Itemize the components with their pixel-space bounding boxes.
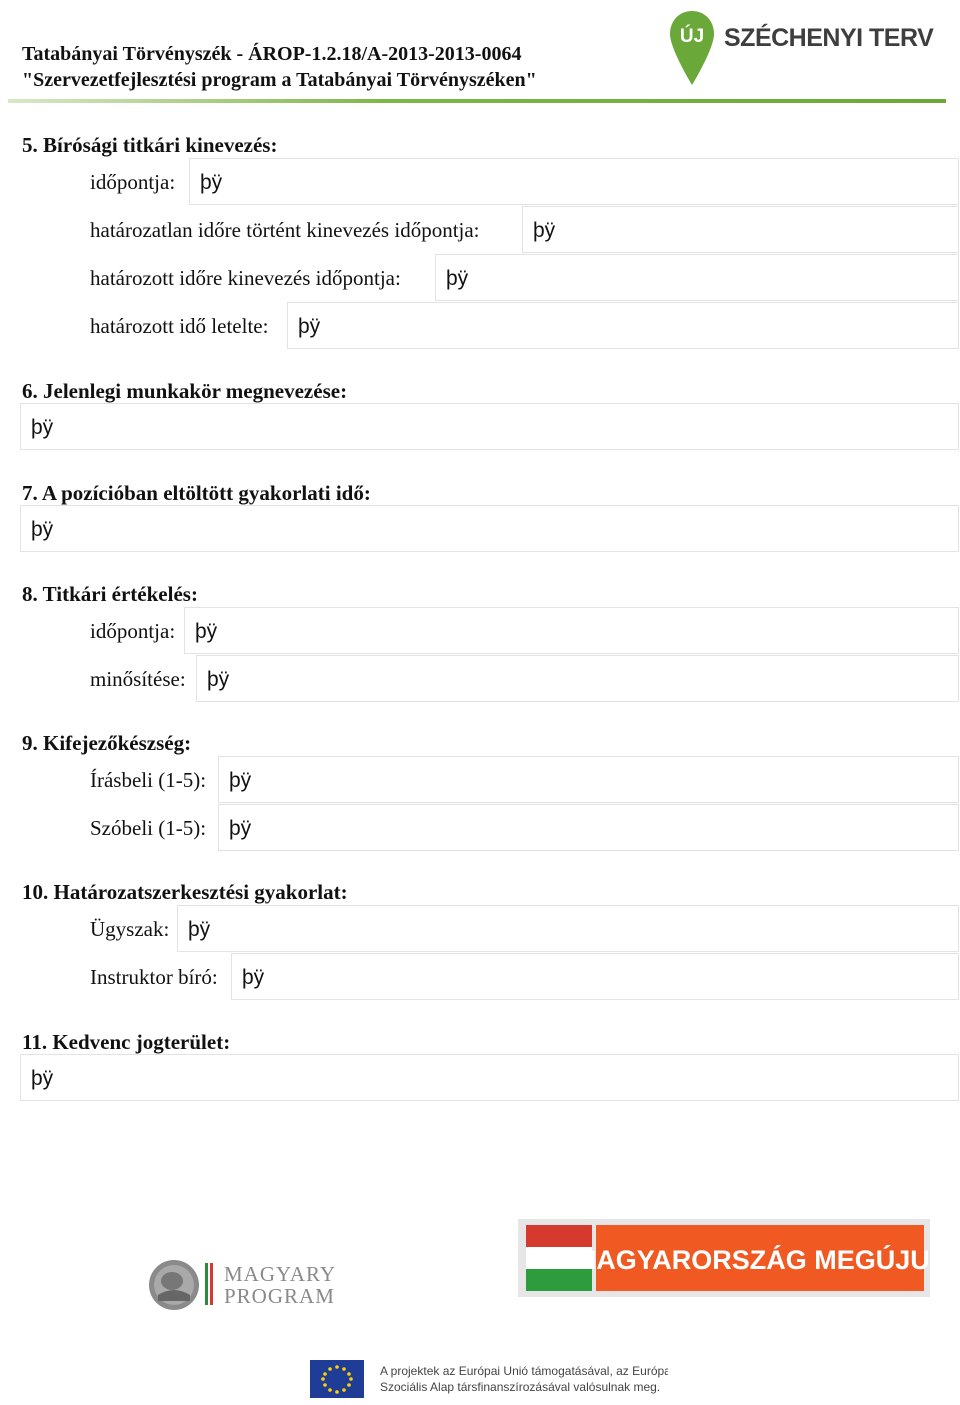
case-type-field[interactable]: þÿ: [177, 905, 959, 952]
indefinite-appointment-date-label: határozatlan időre történt kinevezés időpontja:: [90, 218, 480, 242]
portrait-emblem-icon: [149, 1260, 199, 1310]
page-header: [0, 0, 960, 110]
magyary-line1: MAGYARY: [224, 1262, 337, 1286]
header-divider: [8, 99, 946, 103]
eu-flag-icon: [310, 1360, 364, 1398]
section-11-heading: 11. Kedvenc jogterület:: [22, 1030, 231, 1054]
written-skill-label: Írásbeli (1-5):: [90, 768, 207, 792]
current-position-field[interactable]: þÿ: [20, 403, 959, 450]
svg-text:ÚJ: ÚJ: [679, 26, 705, 47]
indefinite-appointment-date-field[interactable]: þÿ: [522, 206, 959, 253]
eu-notice-line1: A projektek az Európai Unió támogatásával, az Európai: [380, 1364, 668, 1378]
header-court-project: Tatabányai Törvényszék - ÁROP-1.2.18/A-2013-2013-0064: [22, 43, 522, 65]
section-10-heading: 10. Határozatszerkesztési gyakorlat:: [22, 880, 348, 904]
eu-notice-line2: Szociális Alap társfinanszírozásával valósulnak meg.: [380, 1380, 661, 1394]
section-7-heading: 7. A pozícióban eltöltött gyakorlati idő:: [22, 481, 371, 505]
fixed-term-appointment-date-field[interactable]: þÿ: [435, 254, 959, 301]
fixed-term-end-field[interactable]: þÿ: [287, 302, 959, 349]
instructor-judge-field[interactable]: þÿ: [231, 953, 959, 1000]
evaluation-rating-label: minősítése:: [90, 667, 186, 691]
section-9-heading: 9. Kifejezőkészség:: [22, 731, 192, 755]
magyary-line2: PROGRAM: [224, 1284, 335, 1308]
eu-funding-notice: [308, 1358, 668, 1400]
fixed-term-end-label: határozott idő letelte:: [90, 314, 269, 338]
evaluation-date-label: időpontja:: [90, 619, 176, 643]
szechenyi-terv-logo: [664, 6, 944, 86]
section-5-heading: 5. Bírósági titkári kinevezés:: [22, 133, 278, 157]
oral-skill-field[interactable]: þÿ: [218, 804, 959, 851]
magyary-program-logo: [142, 1255, 372, 1315]
appointment-date-field[interactable]: þÿ: [189, 158, 959, 205]
megujul-text: MAGYARORSZÁG MEGÚJUL: [573, 1245, 930, 1275]
magyarorszag-megujul-banner: [518, 1219, 930, 1297]
header-program-title: "Szervezetfejlesztési program a Tatabányai Törvényszéken": [22, 69, 537, 91]
instructor-judge-label: Instruktor bíró:: [90, 965, 218, 989]
flag-stripe-green: [205, 1263, 208, 1305]
section-6-heading: 6. Jelenlegi munkakör megnevezése:: [22, 379, 348, 403]
map-pin-icon: [667, 9, 717, 87]
favorite-law-area-field[interactable]: þÿ: [20, 1054, 959, 1101]
practical-time-field[interactable]: þÿ: [20, 505, 959, 552]
written-skill-field[interactable]: þÿ: [218, 756, 959, 803]
flag-stripe-red: [210, 1263, 213, 1305]
case-type-label: Ügyszak:: [90, 917, 170, 941]
logo-title: SZÉCHENYI TERV: [724, 24, 934, 52]
appointment-date-label: időpontja:: [90, 170, 176, 194]
evaluation-date-field[interactable]: þÿ: [184, 607, 959, 654]
fixed-term-appointment-date-label: határozott időre kinevezés időpontja:: [90, 266, 401, 290]
oral-skill-label: Szóbeli (1-5):: [90, 816, 207, 840]
section-8-heading: 8. Titkári értékelés:: [22, 582, 198, 606]
evaluation-rating-field[interactable]: þÿ: [196, 655, 959, 702]
